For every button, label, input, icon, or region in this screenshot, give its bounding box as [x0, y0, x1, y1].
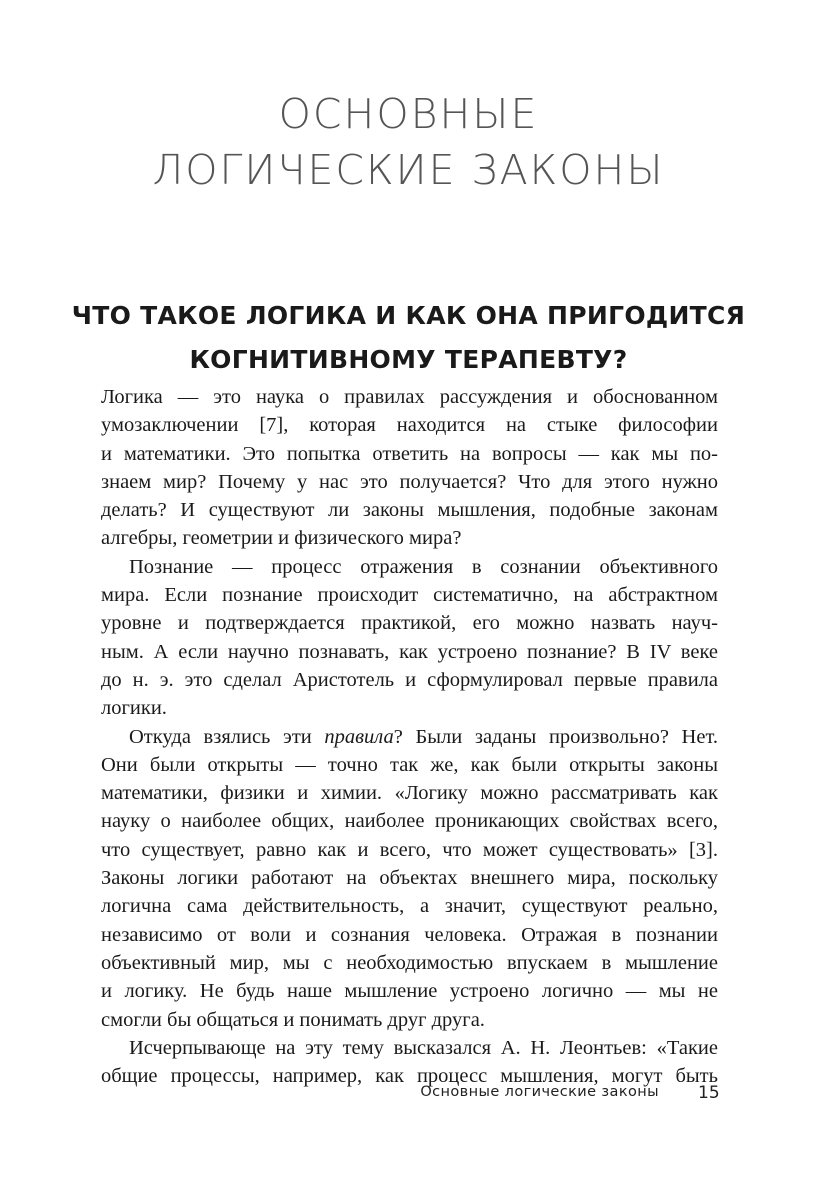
chapter-title-line-2: ЛОГИЧЕСКИЕ ЗАКОНЫ — [152, 146, 665, 194]
text-line: логична сама действительность, а значит, существуют реально, — [101, 895, 718, 918]
text-fragment: Откуда взялись эти — [129, 725, 325, 748]
text-line: до н. э. это сделал Аристотель и сформулировал первые правила — [101, 668, 718, 691]
text-line — [101, 723, 718, 751]
text-line: математики, физики и химии. «Логику можно рассматривать как — [101, 782, 718, 805]
text-line: независимо от воли и сознания человека. Отражая в познании — [101, 923, 718, 946]
text-line: делать? И существуют ли законы мышления, подобные законам — [101, 499, 718, 522]
text-line: логики. — [101, 697, 167, 720]
chapter-title-line-1: ОСНОВНЫЕ — [278, 90, 539, 138]
text-line: и логику. Не будь наше мышление устроено логично — мы не — [101, 980, 718, 1003]
text-fragment: ? Были заданы произвольно? Нет. — [393, 725, 718, 748]
text-line: Законы логики работают на объектах внешнего мира, поскольку — [101, 867, 718, 890]
text-line: Логика — это наука о правилах рассуждения и обоснованном — [101, 386, 718, 408]
paragraph-4 — [101, 1034, 718, 1091]
text-line: ным. А если научно познавать, как устроено познание? В IV веке — [101, 640, 718, 663]
text-line: умозаключении [7], которая находится на стыке философии — [101, 414, 718, 437]
text-line: знаем мир? Почему у нас это получается? Что для этого нужно — [101, 470, 718, 493]
section-heading — [60, 294, 757, 382]
running-title: Основные логические законы — [420, 1084, 659, 1100]
section-heading-line-1: ЧТО ТАКОЕ ЛОГИКА И КАК ОНА ПРИГОДИТСЯ — [71, 301, 746, 330]
text-line: общие процессы, например, как процесс мышления, могут быть — [101, 1065, 718, 1088]
section-heading-line-2: КОГНИТИВНОМУ ТЕРАПЕВТУ? — [189, 345, 628, 374]
body-text — [101, 383, 718, 1090]
page-number: 15 — [698, 1083, 720, 1103]
text-line: и математики. Это попытка ответить на вопросы — как мы по- — [101, 442, 718, 465]
text-line: объективный мир, мы с необходимостью впускаем в мышление — [101, 951, 718, 974]
text-line: Познание — процесс отражения в сознании объективного — [129, 555, 718, 578]
text-line: мира. Если познание происходит систематично, на абстрактном — [101, 584, 718, 607]
text-line: Они были открыты — точно так же, как были открыты законы — [101, 753, 718, 776]
text-line: Исчерпывающе на эту тему высказался А. Н. Леонтьев: «Такие — [129, 1036, 718, 1059]
paragraph-3 — [101, 723, 718, 1034]
paragraph-1 — [101, 383, 718, 553]
chapter-title — [0, 86, 817, 198]
paragraph-2 — [101, 553, 718, 723]
italic-word: правила — [324, 725, 394, 748]
text-line: науку о наиболее общих, наиболее проникающих свойствах всего, — [101, 810, 718, 833]
text-line: что существует, равно как и всего, что может существовать» [3]. — [101, 838, 718, 861]
text-line: алгебры, геометрии и физического мира? — [101, 527, 462, 550]
text-line: уровне и подтверждается практикой, его можно назвать науч- — [101, 612, 718, 635]
text-line: смогли бы общаться и понимать друг друга. — [101, 1008, 485, 1031]
